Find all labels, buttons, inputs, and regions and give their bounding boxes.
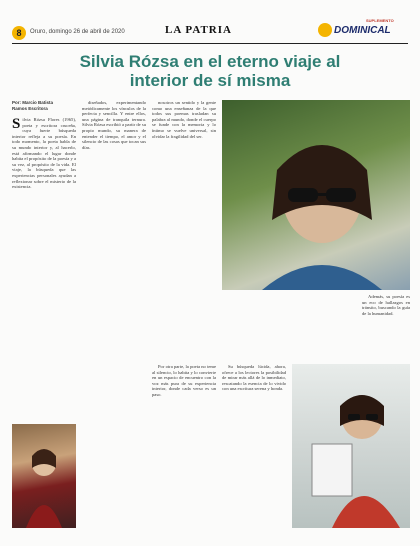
supplement-name: DOMINICAL	[334, 25, 391, 36]
sun-icon	[318, 23, 332, 37]
left-photo	[12, 424, 76, 528]
article-column-2	[82, 100, 146, 358]
dropcap: S	[12, 117, 21, 132]
supplement-logo	[318, 18, 408, 40]
page-number: 8	[12, 26, 26, 40]
masthead: LA PATRIA	[165, 24, 232, 36]
byline: Por: Marcio Batista Ramos Escritora	[12, 100, 54, 111]
headline: Silvia Rózsa en el eterno viaje al interior de sí misma	[79, 52, 341, 90]
article-column-5	[222, 364, 286, 544]
dateline: Oruro, domingo 26 de abril de 2020	[30, 29, 125, 35]
article-column-3	[152, 100, 216, 358]
portrait-illustration	[222, 100, 410, 290]
column-text: diseñados, experimentando metódicamente los vínculos de la perfecta y sencilla. Y entre ellos, una página de tranquila ternura. Silvia Rózsa escribió a partir de su propio mundo, su manera de entender el tiempo, el amor y el silencio de las cosas que tocan sus días.	[82, 100, 146, 150]
column-text: Su búsqueda lúcida, ahora, ofrece a los lectores la posibilidad de mirar más allá de lo inmediato, rescatando la esencia de lo vivido con una escritura serena y honda.	[222, 364, 286, 392]
supplement-tag: SUPLEMENTO	[366, 18, 394, 23]
article-column-4	[152, 364, 216, 544]
portrait-red-coat	[12, 424, 76, 528]
main-photo	[222, 100, 410, 290]
column-text: ilvia Rózsa Flores (1965), poeta y escritora cruceña, cuya fuerte búsqueda interior refleja a su poesía. En todo momento, la poeta habla de su mundo interior y, al hacerlo, está afirmando el lugar donde habita el propósito de la poesía y a su vez, al propósito de la vida. El viaje, la búsqueda que las experiencias personales ayudan a reflexionar sobre el misterio de la existencia.	[12, 117, 76, 190]
right-photo	[292, 364, 410, 528]
column-text: Además, su poesía es un eco de hallazgos en tránsito, buscando la guía de la humanidad.	[362, 294, 410, 316]
portrait-with-book	[292, 364, 410, 528]
column-text: Por otra parte, la poeta no teme al silencio, lo habita y lo convierte en un espacio de encuentro con la voz más pura de su experiencia interior, donde cada verso es un paso.	[152, 364, 216, 397]
page-header	[0, 0, 420, 46]
column-text: nosotros un sentido y la gente como una enseñanza de la que todos sus poemas trasladan su palabra al mundo, donde el cuerpo se funde con la memoria y lo íntimo se vuelve universal, sin olvidar la fragilidad del ser.	[152, 100, 216, 139]
article-column-7	[362, 294, 410, 354]
header-rule	[12, 43, 408, 44]
